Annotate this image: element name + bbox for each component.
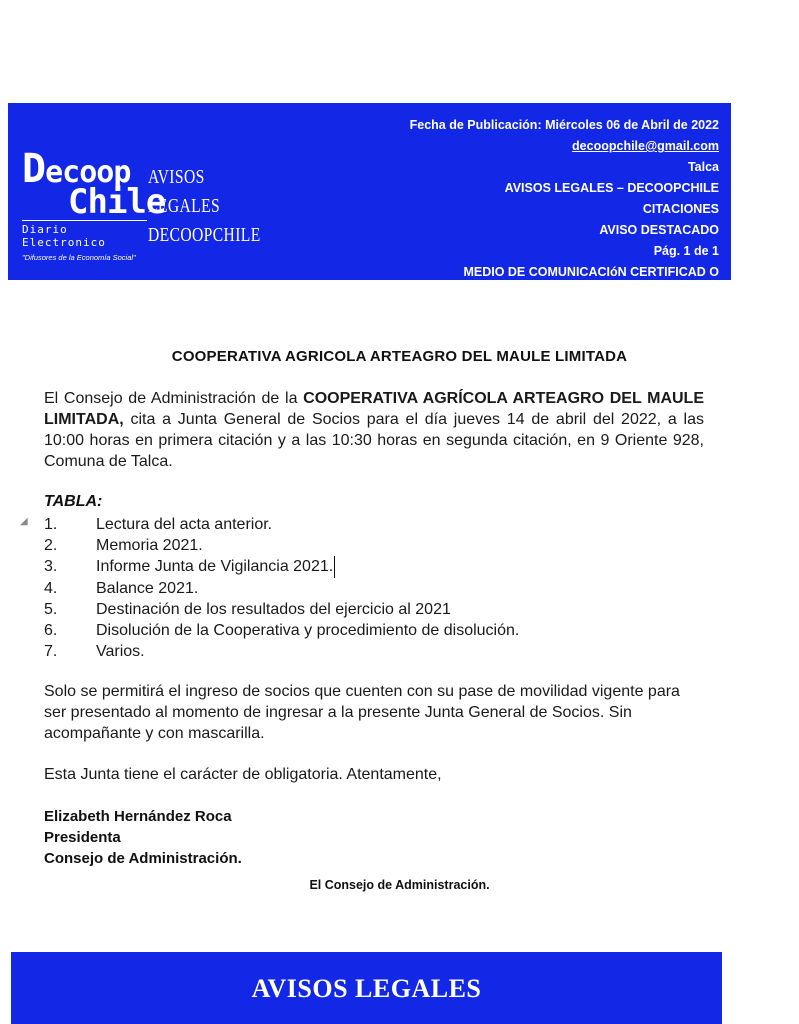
- document-title: COOPERATIVA AGRICOLA ARTEAGRO DEL MAULE LIMITADA: [171, 348, 628, 365]
- intro-paragraph: El Consejo de Administración de la COOPERATIVA AGRÍCOLA ARTEAGRO DEL MAULE LIMITADA, cita a Junta General de Socios para el día jueves 14 de abril del 2022, a las 10:00 horas en primera citación y a las 10:30 horas en segunda citación, en 9 Oriente 928, Comuna de Talca.: [44, 390, 704, 470]
- list-item: 7. Varios.: [44, 643, 145, 661]
- type-label: CITACIONES: [642, 202, 719, 216]
- signer-body: Consejo de Administración.: [44, 850, 242, 867]
- tabla-heading: TABLA:: [44, 493, 103, 510]
- list-item: 2. Memoria 2021.: [44, 537, 203, 555]
- list-item: 4. Balance 2021.: [44, 579, 199, 597]
- email-link[interactable]: decoopchile@gmail.com: [572, 139, 719, 153]
- avisos-legales-label: AVISOS LEGALES DECOOPCHILE: [148, 166, 261, 246]
- medium-label: MEDIO DE COMUNICACIóN CERTIFICAD O: [463, 265, 719, 279]
- requirements-paragraph: Solo se permitirá el ingreso de socios que cuenten con su pase de movilidad vigente para ser presentado al momento de ingresar a la presente Junta General de Socios. Sin acompañante y con mascarilla.: [44, 683, 680, 742]
- featured-label: AVISO DESTACADO: [599, 223, 719, 237]
- footer-note: El Consejo de Administración.: [309, 878, 490, 892]
- list-item: 6. Disolución de la Cooperativa y procedimiento de disolución.: [44, 622, 520, 640]
- list-collapse-icon: ◢: [20, 516, 28, 527]
- list-item: 5. Destinación de los resultados del ejercicio al 2021: [44, 600, 451, 618]
- signature-block: [44, 806, 242, 869]
- city: Talca: [687, 160, 719, 174]
- page-number: Pág. 1 de 1: [653, 244, 719, 258]
- list-item: 1. Lectura del acta anterior.: [44, 516, 273, 533]
- signer-role: Presidenta: [44, 829, 121, 846]
- publication-info: [410, 115, 719, 283]
- agenda-list: [44, 514, 519, 662]
- section-label: AVISOS LEGALES – DECOOPCHILE: [504, 181, 719, 195]
- bottom-banner: [11, 952, 722, 1024]
- logo-subtitle: Diario Electronico: [22, 220, 147, 249]
- list-item: 3. Informe Junta de Vigilancia 2021.: [44, 556, 519, 577]
- header-banner: [8, 103, 731, 280]
- decoopchile-logo[interactable]: Decoop Chile Diario Electronico "Difusores de la Economía Social": [22, 146, 166, 262]
- bottom-banner-title: AVISOS LEGALES: [251, 974, 482, 1003]
- logo-slogan: "Difusores de la Economía Social": [22, 252, 136, 262]
- publication-date: Fecha de Publicación: Miércoles 06 de Abril de 2022: [409, 118, 719, 132]
- signer-name: Elizabeth Hernández Roca: [44, 808, 232, 825]
- closing-paragraph: Esta Junta tiene el carácter de obligatoria. Atentamente,: [44, 766, 442, 783]
